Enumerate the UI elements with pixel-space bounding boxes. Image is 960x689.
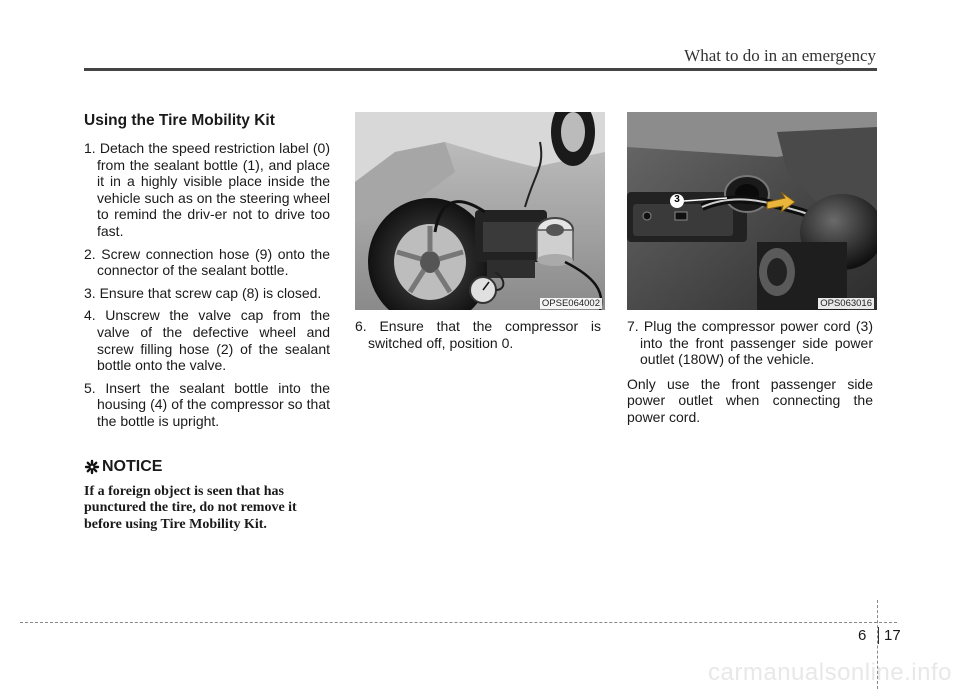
notice-heading xyxy=(84,458,330,476)
page-number-divider xyxy=(878,627,879,644)
footer-dashed-rule xyxy=(20,622,897,623)
notice-text: If a foreign object is seen that has punctured the tire, do not remove it before using Tire Mobility Kit. xyxy=(84,483,297,532)
figure-code: OPSE064002 xyxy=(541,298,600,309)
figure-callout-label: 3 xyxy=(674,194,680,205)
figure-code: OPS063016 xyxy=(820,298,872,309)
page-number: 17 xyxy=(884,627,901,644)
power-outlet-illustration xyxy=(627,112,877,310)
column-middle xyxy=(355,112,601,357)
header-rule xyxy=(84,68,877,71)
notice-asterisk-icon xyxy=(84,459,100,475)
compressor-wheel-illustration xyxy=(355,112,605,310)
step-3: 3. Ensure that screw cap (8) is closed. xyxy=(84,284,322,301)
step-5: 5. Insert the sealant bottle into the housing (4) of the compressor so that the bottle is upright. xyxy=(84,379,330,429)
step-6: 6. Ensure that the compressor is switched off, position 0. xyxy=(355,318,601,351)
page-header-title: What to do in an emergency xyxy=(684,46,876,65)
step-1: 1. Detach the speed restriction label (0) from the sealant bottle (1), and place it in a highly visible place inside the vehicle such as on the steering wheel to remind the driv-er not to drive too fast. xyxy=(84,140,330,239)
figure-power-outlet xyxy=(627,112,877,310)
step-2: 2. Screw connection hose (9) onto the connector of the sealant bottle. xyxy=(84,245,330,279)
power-outlet-note: Only use the front passenger side power outlet when connecting the power cord. xyxy=(627,375,873,425)
step-4: 4. Unscrew the valve cap from the valve of the defective wheel and screw filling hose (2) of the sealant bottle onto the valve. xyxy=(84,307,330,374)
step-7: 7. Plug the compressor power cord (3) into the front passenger side power outlet (180W) of the vehicle. xyxy=(627,318,873,368)
figure-compressor-wheel xyxy=(355,112,605,310)
column-left xyxy=(84,112,330,533)
notice-title: NOTICE xyxy=(102,457,163,475)
column-right xyxy=(627,112,873,426)
section-title: Using the Tire Mobility Kit xyxy=(84,112,275,129)
watermark: carmanualsonline.info xyxy=(708,659,952,686)
page-chapter: 6 xyxy=(858,627,867,644)
